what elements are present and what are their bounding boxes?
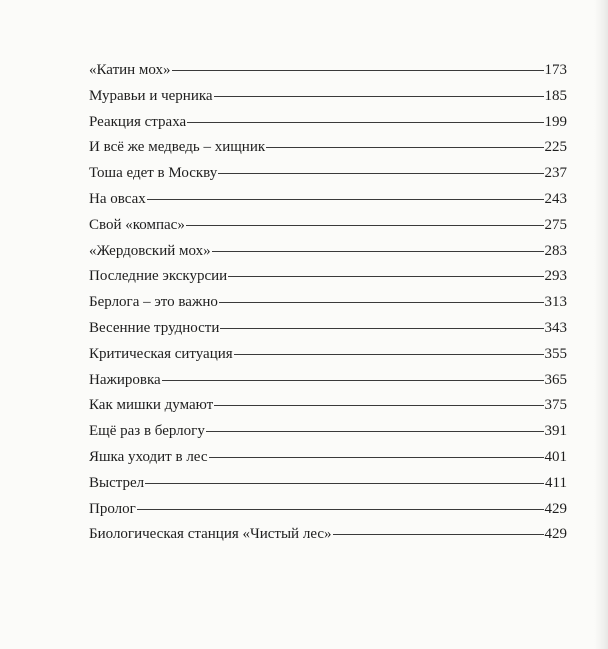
toc-entry [89, 189, 567, 215]
toc-entry-page: 283 [544, 242, 567, 259]
toc-leader-line [266, 147, 543, 148]
toc-leader-line [187, 122, 543, 123]
toc-entry-title: Нажировка [89, 371, 161, 388]
toc-leader-line [214, 96, 544, 97]
toc-entry-page: 411 [545, 474, 567, 491]
toc-entry-title: Тоша едет в Москву [89, 165, 218, 182]
toc-entry-title: Свой «компас» [89, 216, 185, 233]
toc-leader-line [333, 534, 544, 535]
toc-entry-page: 275 [544, 216, 567, 233]
toc-entry-page: 237 [544, 165, 567, 182]
toc-entry [89, 86, 567, 112]
toc-leader-line [206, 431, 544, 432]
toc-entry-title: «Жердовский мох» [89, 242, 211, 259]
toc-entry-title: Биологическая станция «Чистый лес» [89, 526, 332, 543]
toc-entry [89, 241, 567, 267]
toc-entry-title: Выстрел [89, 474, 145, 491]
toc-entry [89, 524, 567, 550]
toc-entry [89, 473, 567, 499]
toc-entry [89, 215, 567, 241]
toc-leader-line [214, 405, 543, 406]
toc-entry-page: 401 [544, 448, 567, 465]
toc-entry-page: 293 [544, 268, 567, 285]
toc-entry-page: 243 [544, 190, 567, 207]
toc-leader-line [209, 457, 544, 458]
toc-entry-title: Яшка уходит в лес [89, 448, 208, 465]
toc-leader-line [137, 509, 544, 510]
toc-entry-title: Муравьи и черника [89, 87, 213, 104]
toc-entry-page: 343 [544, 319, 567, 336]
toc-leader-line [145, 483, 544, 484]
toc-entry [89, 344, 567, 370]
toc-entry-title: Реакция страха [89, 113, 187, 130]
toc-entry-page: 365 [544, 371, 567, 388]
toc-entry-title: Пролог [89, 500, 136, 517]
toc-entry-page: 225 [544, 139, 567, 156]
toc-leader-line [147, 199, 544, 200]
page-edge-shadow [594, 0, 608, 649]
toc-entry-title: Берлога – это важно [89, 294, 218, 311]
toc-entry-page: 391 [544, 423, 567, 440]
toc-entry-title: Весенние трудности [89, 319, 220, 336]
toc-entry [89, 421, 567, 447]
toc-leader-line [172, 70, 544, 71]
toc-entry [89, 395, 567, 421]
toc-leader-line [212, 251, 544, 252]
toc-entry [89, 318, 567, 344]
toc-entry [89, 292, 567, 318]
toc-leader-line [234, 354, 544, 355]
toc-entry [89, 447, 567, 473]
toc-entry-page: 185 [544, 87, 567, 104]
toc-entry-title: Последние экскурсии [89, 268, 228, 285]
toc-entry [89, 370, 567, 396]
toc-entry-page: 375 [544, 397, 567, 414]
toc-entry [89, 137, 567, 163]
toc-entry-title: И всё же медведь – хищник [89, 139, 266, 156]
toc-leader-line [218, 173, 543, 174]
toc-entry-title: Ещё раз в берлогу [89, 423, 205, 440]
toc-entry-page: 429 [544, 500, 567, 517]
toc-leader-line [219, 302, 544, 303]
toc-entry-page: 199 [544, 113, 567, 130]
table-of-contents [89, 60, 567, 550]
toc-entry [89, 112, 567, 138]
toc-entry [89, 60, 567, 86]
toc-entry-page: 429 [544, 526, 567, 543]
toc-leader-line [186, 225, 544, 226]
toc-leader-line [162, 380, 544, 381]
toc-leader-line [220, 328, 543, 329]
toc-entry-title: Как мишки думают [89, 397, 214, 414]
toc-entry-page: 355 [544, 345, 567, 362]
toc-entry-page: 313 [544, 294, 567, 311]
toc-entry [89, 163, 567, 189]
toc-entry-page: 173 [544, 62, 567, 78]
toc-leader-line [228, 276, 543, 277]
toc-entry-title: На овсах [89, 190, 146, 207]
toc-entry-title: Критическая ситуация [89, 345, 233, 362]
toc-entry [89, 266, 567, 292]
toc-entry [89, 499, 567, 525]
toc-entry-title: «Катин мох» [89, 62, 171, 78]
